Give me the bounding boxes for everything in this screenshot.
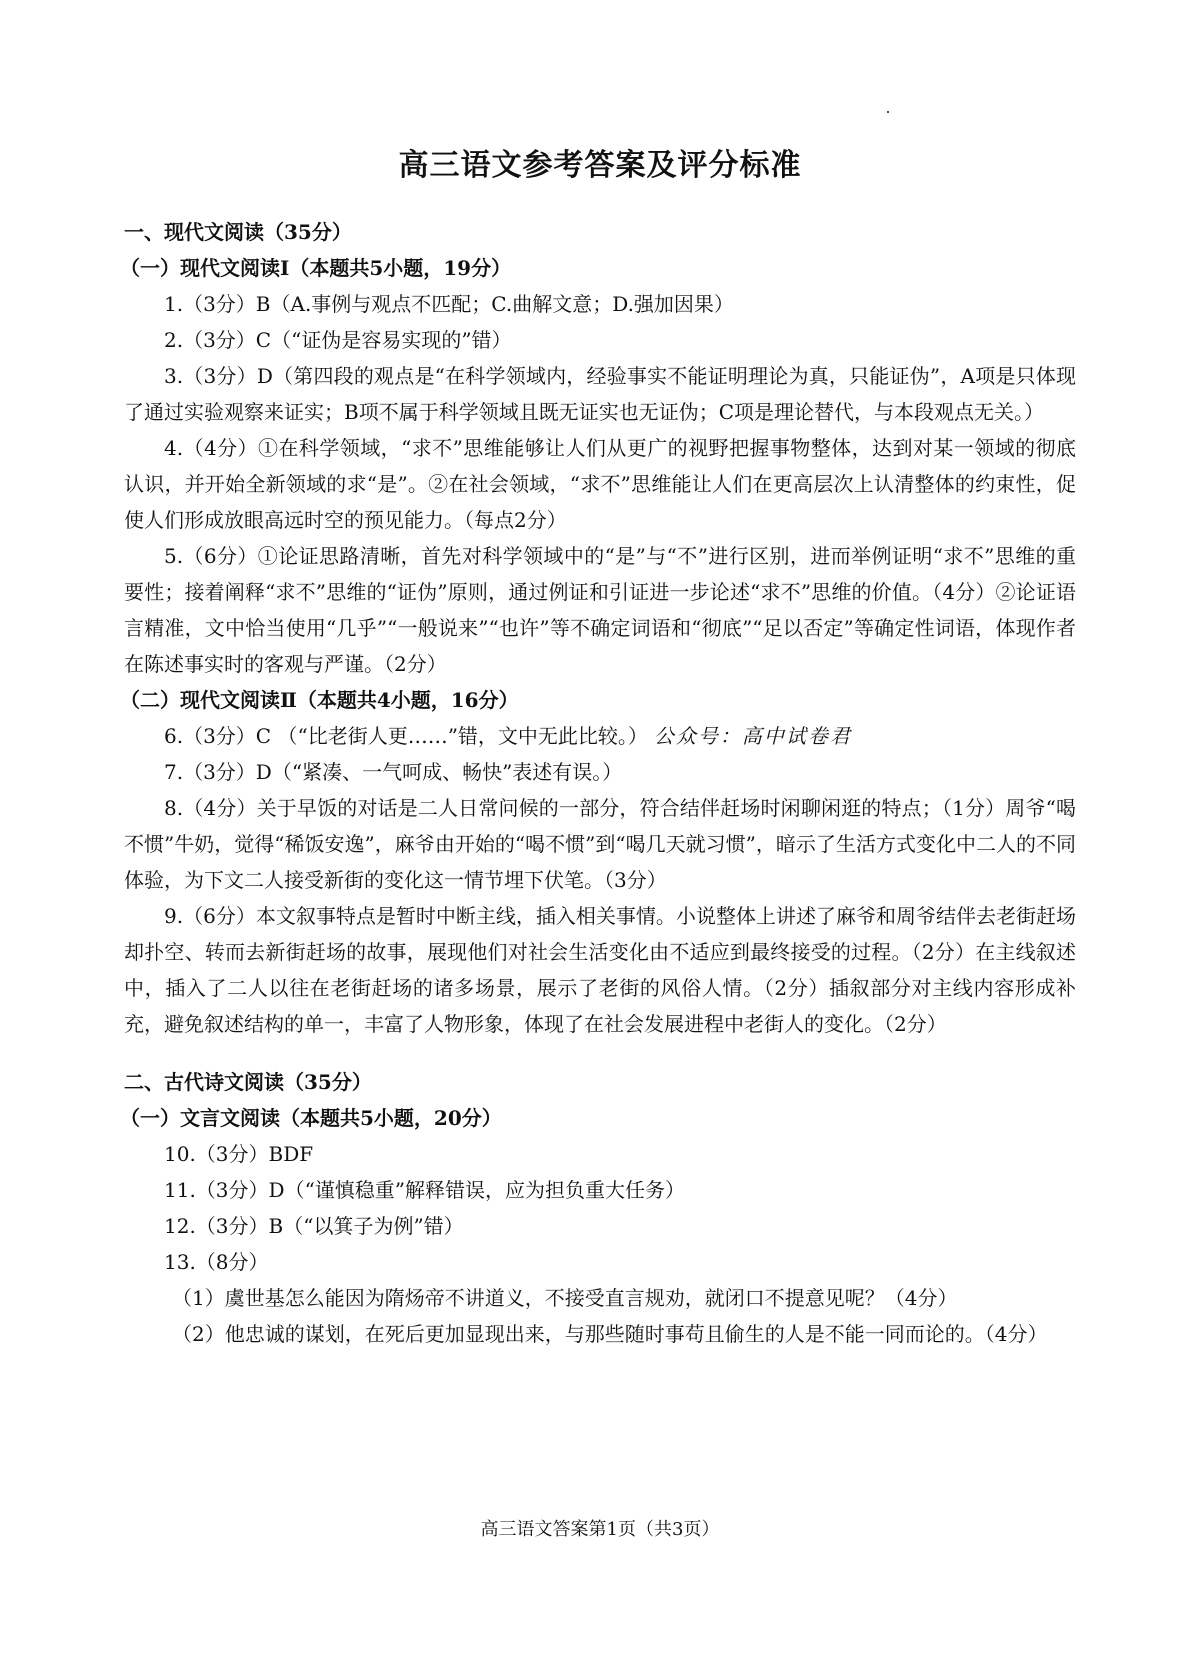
answer-q1: 1.（3分）B（A.事例与观点不匹配；C.曲解文意；D.强加因果） <box>164 292 734 316</box>
answer-q5: 5.（6分）①论证思路清晰，首先对科学领域中的“是”与“不”进行区别，进而举例证明“求不”思维的重要性；接着阐释“求不”思维的“证伪”原则，通过例证和引证进一步论述“求不”思维的价值。（4分）②论证语言精准，文中恰当使用“几乎”“一般说来”“也许”等不确定词语和“彻底”“足以否定”等确定性词语，体现作者在陈述事实时的客观与严谨。（2分） <box>124 544 1076 676</box>
answer-q13-part2: （2）他忠诚的谋划，在死后更加显现出来，与那些随时事苟且偷生的人是不能一同而论的。（4分） <box>172 1322 1048 1346</box>
page-title: 高三语文参考答案及评分标准 <box>398 148 802 183</box>
subsection-heading-classical-prose: （一）文言文阅读（本题共5小题，20分） <box>120 1106 502 1130</box>
answer-q2: 2.（3分）C（“证伪是容易实现的”错） <box>164 328 512 352</box>
answer-q6 <box>124 718 1076 754</box>
answer-q7: 7.（3分）D（“紧凑、一气呵成、畅快”表述有误。） <box>164 760 623 784</box>
answer-q10: 10.（3分）BDF <box>164 1142 314 1166</box>
subsection-heading-modern-reading-2: （二）现代文阅读Ⅱ（本题共4小题，16分） <box>120 688 519 712</box>
section-heading-classical-reading: 二、古代诗文阅读（35分） <box>124 1070 372 1094</box>
answer-q6-text: 6.（3分）C （“比老街人更……”错，文中无此比较。） <box>164 724 648 748</box>
answer-q8: 8.（4分）关于早饭的对话是二人日常问候的一部分，符合结伴赶场时闲聊闲逛的特点；（1分）周爷“喝不惯”牛奶，觉得“稀饭安逸”，麻爷由开始的“喝不惯”到“喝几天就习惯”，暗示了生活方式变化中二人的不同体验，为下文二人接受新街的变化这一情节埋下伏笔。（3分） <box>124 796 1076 892</box>
answer-q11: 11.（3分）D（“谨慎稳重”解释错误，应为担负重大任务） <box>164 1178 686 1202</box>
answer-q9: 9.（6分）本文叙事特点是暂时中断主线，插入相关事情。小说整体上讲述了麻爷和周爷结伴去老街赶场却扑空、转而去新街赶场的故事，展现他们对社会生活变化由不适应到最终接受的过程。（2分）在主线叙述中，插入了二人以往在老街赶场的诸多场景，展示了老街的风俗人情。（2分）插叙部分对主线内容形成补充，避免叙述结构的单一，丰富了人物形象，体现了在社会发展进程中老街人的变化。（2分） <box>124 904 1076 1036</box>
answer-q3: 3.（3分）D（第四段的观点是“在科学领域内，经验事实不能证明理论为真，只能证伪”，A项是只体现了通过实验观察来证实；B项不属于科学领域且既无证实也无证伪；C项是理论替代，与本段观点无关。） <box>124 364 1076 424</box>
section-heading-modern-reading: 一、现代文阅读（35分） <box>124 220 352 244</box>
answer-content <box>120 214 1076 1352</box>
scan-speck <box>887 111 889 113</box>
answer-q13-part1: （1）虞世基怎么能因为隋炀帝不讲道义，不接受直言规劝，就闭口不提意见呢？（4分） <box>172 1286 958 1310</box>
answer-q12: 12.（3分）B（“以箕子为例”错） <box>164 1214 464 1238</box>
page-footer: 高三语文答案第1页（共3页） <box>480 1519 720 1540</box>
subsection-heading-modern-reading-1: （一）现代文阅读Ⅰ（本题共5小题，19分） <box>120 256 512 280</box>
answer-q13: 13.（8分） <box>164 1250 269 1274</box>
section-gap <box>124 1042 1076 1064</box>
watermark-text: 公众号：高中试卷君 <box>653 724 852 748</box>
answer-q4: 4.（4分）①在科学领域，“求不”思维能够让人们从更广的视野把握事物整体，达到对某一领域的彻底认识，并开始全新领域的求“是”。②在社会领域，“求不”思维能让人们在更高层次上认清整体的约束性，促使人们形成放眼高远时空的预见能力。（每点2分） <box>124 436 1076 532</box>
